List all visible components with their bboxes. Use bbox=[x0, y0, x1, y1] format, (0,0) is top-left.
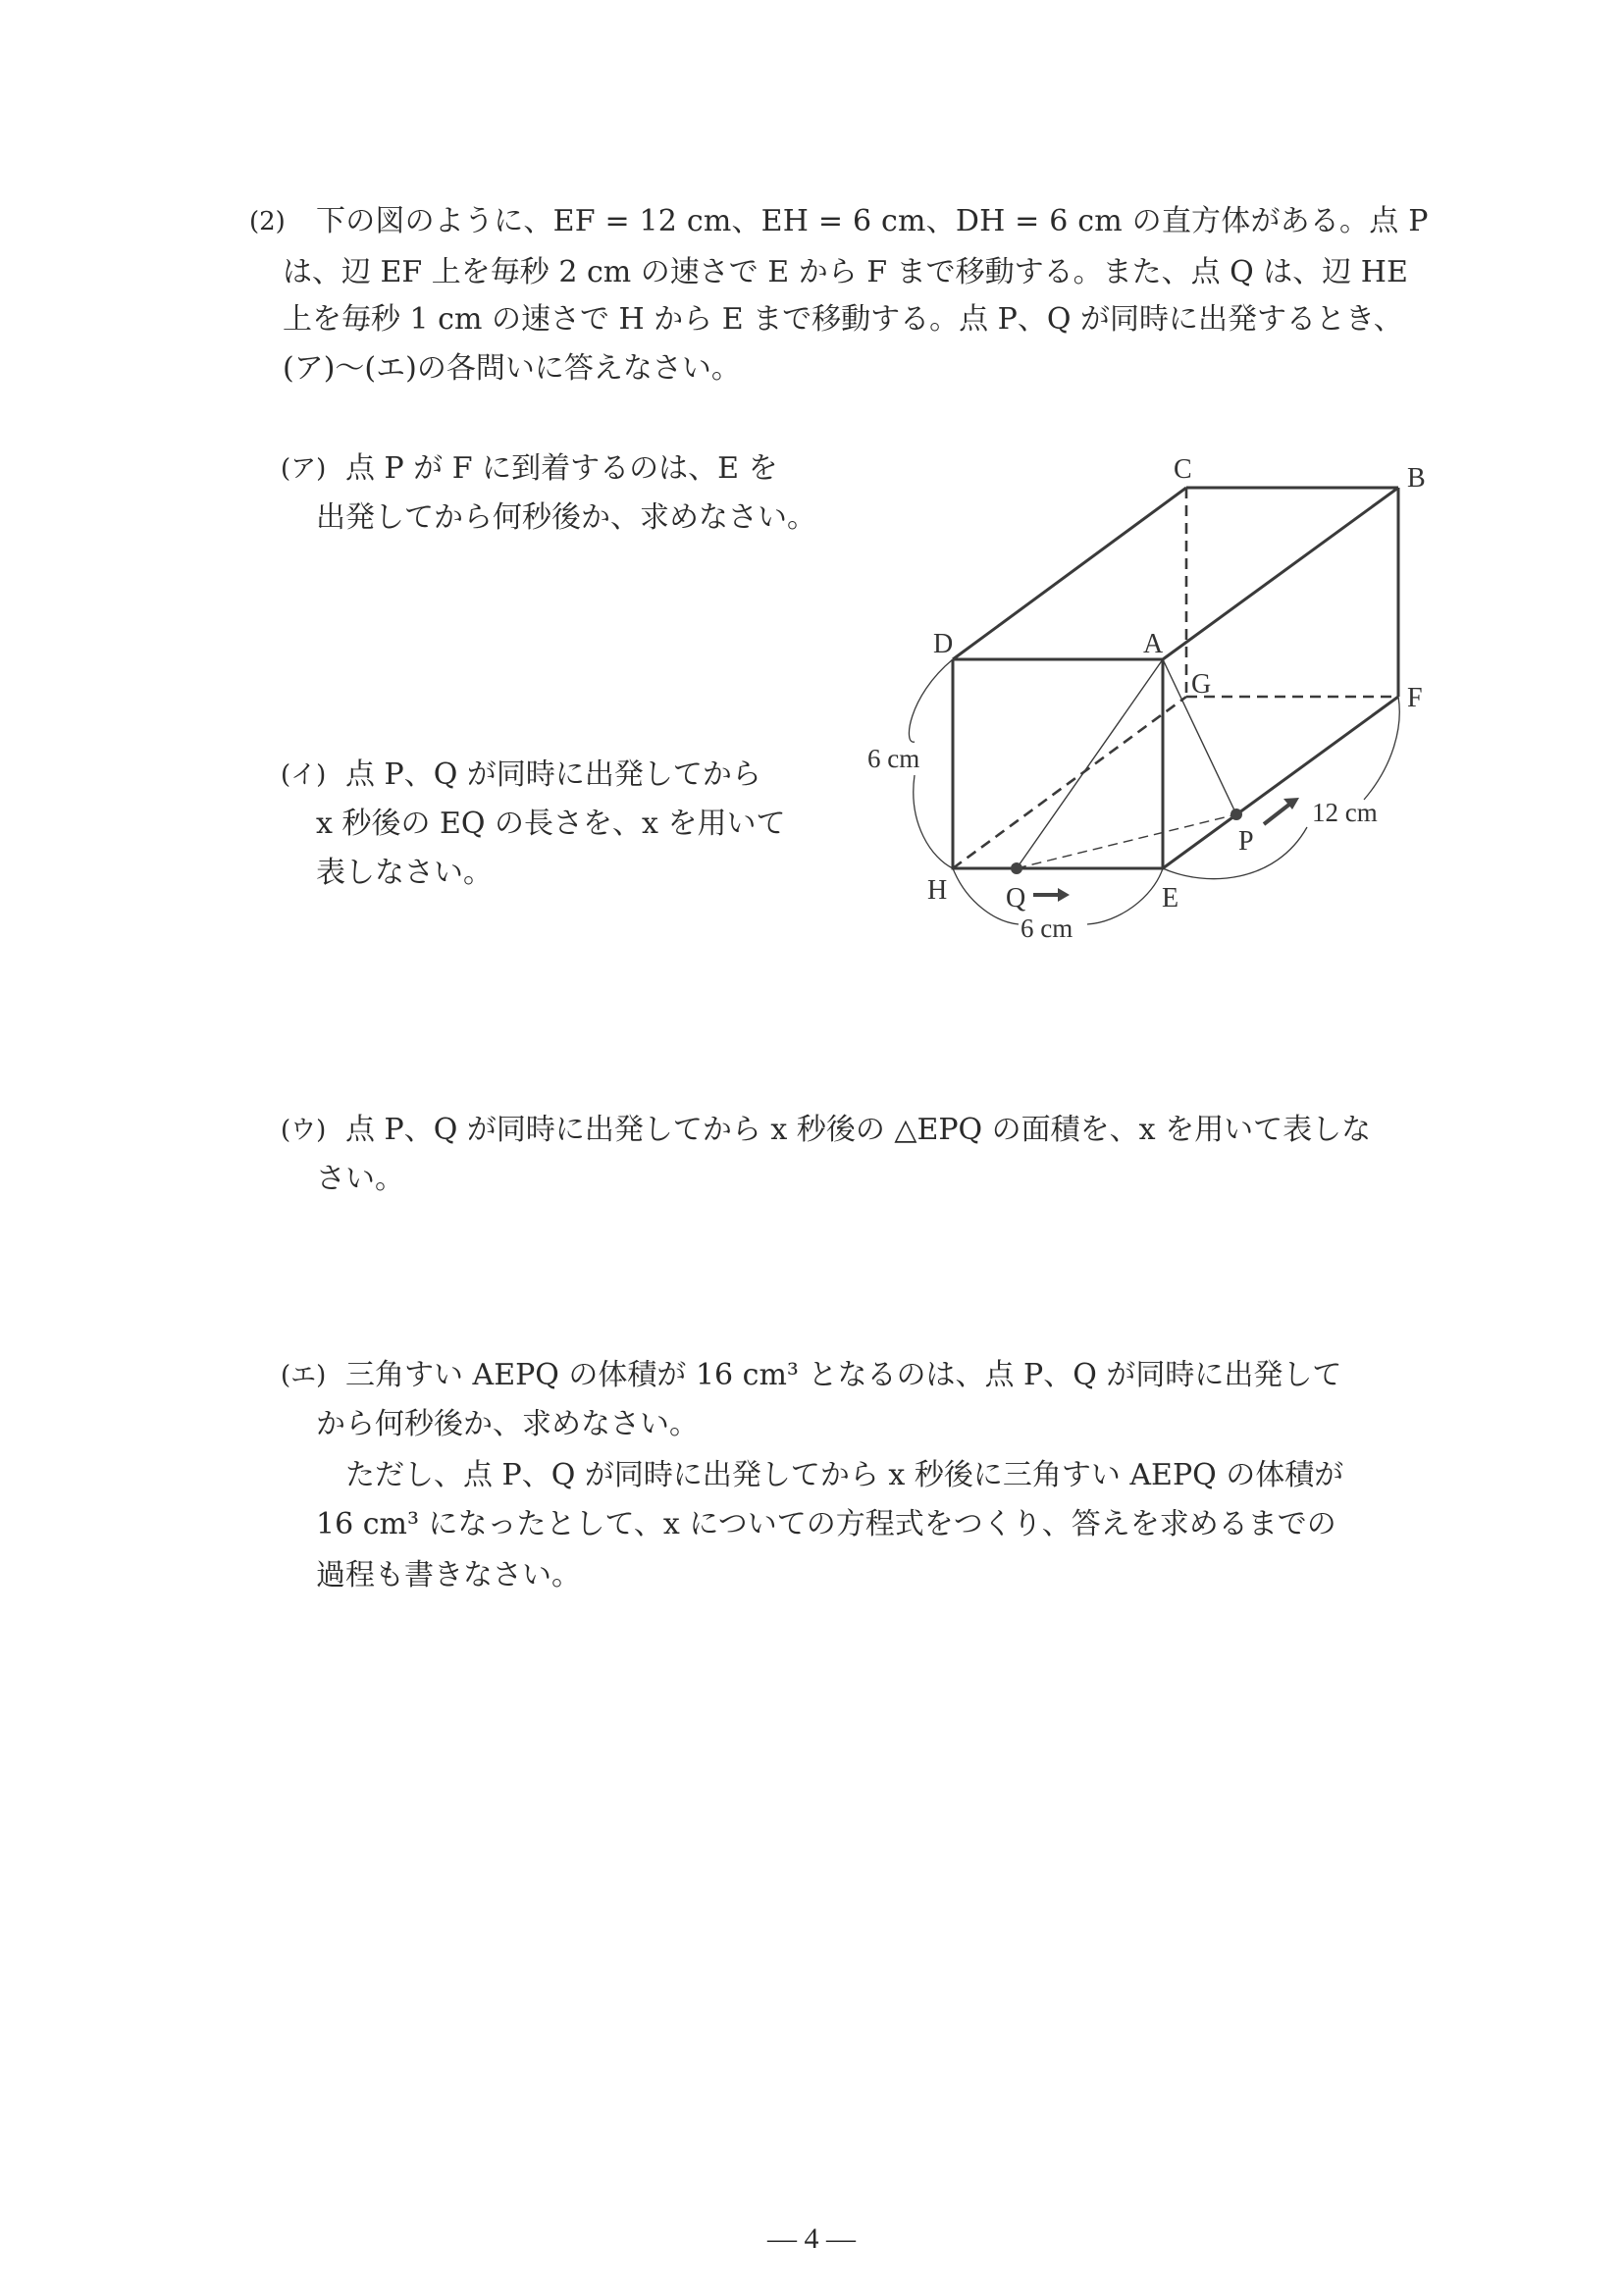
question-b-line-2: x 秒後の EQ の長さを、x を用いて bbox=[316, 807, 786, 841]
question-d-line-5: 過程も書きなさい。 bbox=[316, 1558, 581, 1592]
problem-number: (2) bbox=[249, 207, 286, 236]
dim-label-DH: 6 cm bbox=[867, 744, 920, 773]
question-c-line-1: 点 P、Q が同時に出発してから x 秒後の △EPQ の面積を、x を用いて表しな bbox=[345, 1113, 1372, 1147]
label-B: B bbox=[1407, 463, 1426, 494]
question-b-line-1: 点 P、Q が同時に出発してから bbox=[345, 757, 761, 792]
label-G: G bbox=[1191, 669, 1212, 700]
question-c-marker: (ウ) bbox=[281, 1116, 327, 1145]
label-H: H bbox=[927, 875, 948, 906]
question-b-line-3: 表しなさい。 bbox=[316, 856, 493, 890]
intro-line-3: 上を毎秒 1 cm の速さで H から E まで移動する。点 P、Q が同時に出発するとき、 bbox=[283, 302, 1403, 337]
edge-HG-hidden bbox=[953, 697, 1186, 868]
label-C: C bbox=[1174, 454, 1192, 485]
dim-label-EF: 12 cm bbox=[1312, 798, 1378, 827]
question-c-line-2: さい。 bbox=[316, 1162, 404, 1196]
edge-EF bbox=[1163, 697, 1398, 868]
edge-AB bbox=[1163, 488, 1398, 659]
question-d-line-1: 三角すい AEPQ の体積が 16 cm³ となるのは、点 P、Q が同時に出発して bbox=[345, 1358, 1342, 1392]
arrow-P-icon bbox=[1264, 798, 1299, 824]
dim-label-HE: 6 cm bbox=[1021, 913, 1073, 943]
point-P-dot bbox=[1230, 809, 1242, 820]
question-b-marker: (イ) bbox=[281, 760, 327, 790]
label-P: P bbox=[1238, 826, 1254, 857]
question-d-marker: (エ) bbox=[281, 1361, 327, 1390]
label-E: E bbox=[1162, 883, 1179, 913]
point-Q-dot bbox=[1011, 862, 1022, 874]
question-a-line-1: 点 P が F に到着するのは、E を bbox=[345, 451, 778, 486]
intro-line-1: 下の図のように、EF = 12 cm、EH = 6 cm、DH = 6 cm の直方体がある。点 P bbox=[316, 204, 1429, 238]
question-d-line-4: 16 cm³ になったとして、x についての方程式をつくり、答えを求めるまでの bbox=[316, 1507, 1336, 1541]
question-d-line-3: ただし、点 P、Q が同時に出発してから x 秒後に三角すい AEPQ の体積が bbox=[345, 1458, 1344, 1492]
intro-line-2: は、辺 EF 上を毎秒 2 cm の速さで E から F まで移動する。また、点 Q は、辺 HE bbox=[283, 255, 1408, 289]
page-number: — 4 — bbox=[767, 2222, 856, 2255]
arrow-Q-icon bbox=[1033, 888, 1070, 902]
question-a-line-2: 出発してから何秒後か、求めなさい。 bbox=[316, 500, 816, 535]
label-F: F bbox=[1407, 683, 1423, 713]
segment-AQ bbox=[1017, 659, 1163, 868]
question-d-line-2: から何秒後か、求めなさい。 bbox=[316, 1407, 699, 1441]
question-a-marker: (ア) bbox=[281, 454, 327, 484]
label-A: A bbox=[1143, 629, 1164, 659]
intro-line-4: (ア)〜(エ)の各問いに答えなさい。 bbox=[283, 351, 741, 386]
front-face bbox=[953, 659, 1163, 868]
segment-QP-hidden bbox=[1017, 814, 1236, 868]
arc-EF bbox=[1163, 697, 1399, 879]
label-D: D bbox=[933, 629, 954, 659]
label-Q: Q bbox=[1006, 883, 1026, 913]
